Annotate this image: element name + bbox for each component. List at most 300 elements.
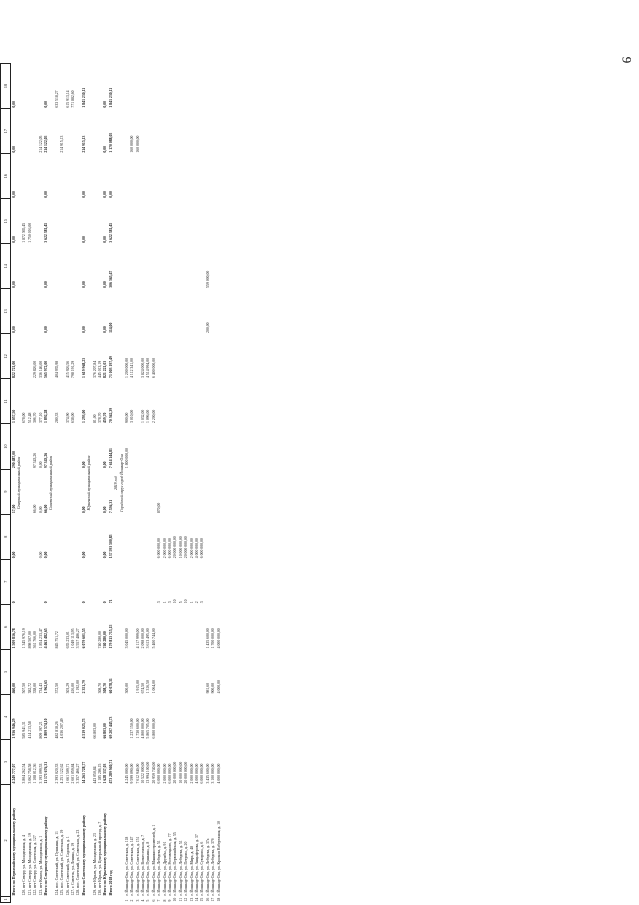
- value-cell: 674,50: [141, 682, 146, 694]
- value-cell: 6 000 000,00: [168, 538, 173, 559]
- value-cell: 338,00: [33, 682, 38, 694]
- value-cell: 1 185 286,15: [97, 763, 102, 784]
- value-cell: 0: [81, 601, 86, 604]
- value-cell: 3 045 000,00: [124, 628, 129, 649]
- value-cell: [216, 469, 221, 514]
- value-cell: 1 316,50: [146, 680, 151, 694]
- value-cell: 1 049 113,95: [70, 628, 75, 649]
- value-cell: 10 000 000,00: [178, 761, 183, 784]
- value-cell: 300,00: [124, 682, 129, 694]
- address-cell: г. Йошкар-Ола, ул. Советская, д. 118: [124, 836, 129, 896]
- address-cell: г. Йошкар-Ола, ул. Лебедева, д. 51: [157, 840, 162, 896]
- budget-table-sheet: [0, 63, 320, 903]
- value-cell: 0,00: [81, 281, 86, 288]
- value-cell: 306 365,47: [108, 270, 113, 288]
- address-cell: г. Йошкар-Ола, ул. Первомайская, д. 55: [173, 832, 178, 896]
- value-cell: 0,00: [103, 506, 108, 514]
- address-cell: Итого по Юрьевскому муниципальному району: [103, 812, 108, 896]
- value-cell: 376 207,84: [92, 360, 97, 378]
- value-cell: 0,00: [103, 191, 108, 198]
- value-cell: 585 941,31: [22, 721, 27, 739]
- value-cell: 1 962,65: [44, 680, 49, 694]
- value-cell: 0,00: [44, 100, 49, 108]
- value-cell: 0,00: [103, 100, 108, 108]
- value-cell: 0: [11, 601, 16, 604]
- value-cell: 0,00: [103, 281, 108, 288]
- value-cell: 374,90: [65, 412, 70, 423]
- value-cell: 2 000 000,00: [189, 763, 194, 784]
- value-cell: 1 293,00: [81, 409, 86, 423]
- value-cell: 4: [141, 899, 146, 902]
- value-cell: 3 010,00: [130, 409, 135, 423]
- value-cell: 734,43: [38, 682, 43, 694]
- value-cell: 5: [178, 601, 183, 604]
- value-cell: 0,00: [103, 326, 108, 333]
- value-cell: 559 000,00: [205, 270, 210, 288]
- value-cell: 214 122,05: [44, 135, 49, 153]
- value-cell: 11 171 676,31: [44, 761, 49, 784]
- value-cell: 0,00: [44, 281, 49, 288]
- value-cell: 0,00: [38, 506, 43, 514]
- value-cell: 12: [184, 897, 189, 902]
- value-cell: 71 003 197,49: [108, 356, 113, 378]
- value-cell: 0,00: [11, 281, 16, 288]
- value-cell: 229 826,00: [33, 360, 38, 378]
- value-cell: 214 122,05: [38, 135, 43, 153]
- address-cell: г. Йошкар-Ола, ул. Советская, д. 151: [135, 836, 140, 896]
- address-cell: г. Йошкар-Ола, ул. Суворова, д. 6: [200, 841, 205, 896]
- value-cell: 443 050,84: [92, 766, 97, 784]
- address-cell: г. Йошкар-Ола, ул. Вознесенская, д. 7: [141, 834, 146, 896]
- address-cell: г. Йошкар-Ола, ул. Лебедева, д. 37а: [205, 838, 210, 896]
- value-cell: [216, 379, 221, 424]
- value-cell: 1 032,00: [141, 409, 146, 423]
- value-cell: 6 400 000,00: [151, 358, 156, 378]
- address-cell: 129. пгт Юрьев, ул. Молодежная, д. 23: [92, 833, 97, 896]
- value-cell: 20 000 000,00: [173, 761, 178, 784]
- address-cell: г. Йошкар-Ола, ул. Мира, д. 48: [189, 846, 194, 896]
- value-cell: 0,00: [11, 191, 16, 198]
- section-heading: 2019 год: [114, 476, 119, 490]
- column-header: 10: [1, 424, 11, 469]
- value-cell: 5 400 744,00: [151, 628, 156, 649]
- value-cell: 6 000 000,00: [168, 763, 173, 784]
- value-cell: 1 200 000,00: [124, 358, 129, 378]
- value-cell: 1 345 976,19: [22, 628, 27, 649]
- value-cell: 308,70: [97, 682, 102, 694]
- value-cell: 4 117 999,00: [135, 628, 140, 649]
- value-cell: [216, 64, 221, 109]
- value-cell: 0,00: [11, 100, 16, 108]
- value-cell: 2 000 000,00: [162, 763, 167, 784]
- value-cell: 1 809 574,10: [44, 718, 49, 739]
- value-cell: 378,70: [97, 412, 102, 423]
- value-cell: 0,00: [11, 326, 16, 333]
- value-cell: 18: [216, 897, 221, 902]
- value-cell: 69 207 445,73: [108, 716, 113, 739]
- value-cell: 303,29: [65, 682, 70, 694]
- value-cell: 9 599 090,00: [130, 763, 135, 784]
- value-cell: 821 221,03: [103, 360, 108, 378]
- value-cell: 17: [211, 897, 216, 902]
- value-cell: 0,00: [81, 551, 86, 559]
- value-cell: 4 251 122,62: [60, 763, 65, 784]
- value-cell: 2 000 000,00: [162, 538, 167, 559]
- value-cell: 179 813 715,15: [108, 624, 113, 649]
- value-cell: [216, 199, 221, 244]
- value-cell: 1 057,50: [11, 409, 16, 423]
- value-cell: 1 509 816,78: [11, 628, 16, 649]
- address-cell: 126. пгт Советский, ул. Садовая, д. 1: [65, 836, 70, 896]
- value-cell: 2 351,79: [81, 680, 86, 694]
- value-cell: 17,00: [11, 504, 16, 514]
- value-cell: 290 487,00: [11, 450, 16, 469]
- value-cell: 10: [173, 599, 178, 604]
- value-cell: [216, 424, 221, 469]
- value-cell: 740 280,00: [97, 631, 102, 649]
- value-cell: 20 000 000,00: [184, 536, 189, 559]
- column-header: 15: [1, 199, 11, 244]
- page-number: 9: [618, 56, 634, 64]
- value-cell: 1 915,00: [135, 680, 140, 694]
- address-cell: г. Йошкар-Ола, ул. Лебедева, д. 51: [178, 840, 183, 896]
- column-header: 8: [1, 514, 11, 559]
- value-cell: 565 972,00: [44, 360, 49, 378]
- column-header: 3: [1, 739, 11, 784]
- value-cell: 2 393 020,33: [54, 763, 59, 784]
- value-cell: [216, 334, 221, 379]
- section-heading: Юрьевский муниципальный район: [87, 455, 92, 511]
- value-cell: 3 357 466,27: [76, 763, 81, 784]
- address-cell: г. Йошкар-Ола, ул. Дружбы, д. 91: [162, 841, 167, 896]
- value-cell: 1 700 000,00: [211, 628, 216, 649]
- value-cell: [216, 154, 221, 199]
- value-cell: 3 193 099,53: [38, 763, 43, 784]
- value-cell: 771 882,60: [70, 90, 75, 108]
- value-cell: 482 818,26: [54, 721, 59, 739]
- address-cell: г. Йошкар-Ола, ул. Пушкина, д. 8: [146, 841, 151, 896]
- value-cell: 898 507,00: [27, 631, 32, 649]
- value-cell: 638,00: [70, 412, 75, 423]
- value-cell: 3: [200, 601, 205, 604]
- value-cell: 3 062 758,58: [27, 763, 32, 784]
- value-cell: 200,00: [205, 322, 210, 333]
- value-cell: 66 803,00: [92, 723, 97, 739]
- address-cell: 128. пос. Советский, ул. Советская, д. 23: [76, 829, 81, 896]
- value-cell: 60 078,31: [108, 678, 113, 694]
- value-cell: 3: [168, 601, 173, 604]
- column-header: 7: [1, 559, 11, 604]
- value-cell: 20 000 000,00: [173, 536, 178, 559]
- value-cell: 0,00: [11, 236, 16, 243]
- value-cell: 280,33: [54, 412, 59, 423]
- value-cell: 14 263 728,77: [81, 761, 86, 784]
- value-cell: 0,00: [81, 506, 86, 514]
- value-cell: 66 803,00: [103, 723, 108, 739]
- value-cell: 460,00: [11, 682, 16, 694]
- value-cell: 1 192,00: [76, 680, 81, 694]
- value-cell: 981,60: [205, 682, 210, 694]
- column-header: 14: [1, 244, 11, 289]
- table-body: [11, 64, 222, 903]
- value-cell: 5 865 705,00: [146, 718, 151, 739]
- value-cell: 5: [146, 899, 151, 902]
- value-cell: 809 197,21: [38, 721, 43, 739]
- address-cell: Итого по Северному муниципальному району: [44, 816, 49, 896]
- address-cell: г. Йошкар-Ола, ул. Петрова, д. 20: [184, 841, 189, 896]
- address-cell: 124. пос. Советский, ул. Пушкина, д. 11: [54, 831, 59, 896]
- value-cell: [216, 559, 221, 604]
- value-cell: 1: [162, 601, 167, 604]
- section-heading: Городской округ город Йошкар-Ола: [119, 454, 124, 512]
- column-header-row: [1, 64, 11, 903]
- column-header: 1: [1, 897, 11, 903]
- value-cell: 160 000,00: [130, 135, 135, 153]
- column-header: 2: [1, 785, 11, 897]
- value-cell: 15: [200, 897, 205, 902]
- value-cell: 97 343,26: [44, 452, 49, 469]
- value-cell: 473 289 940,71: [108, 759, 113, 784]
- value-cell: 1 170 088,05: [108, 132, 113, 153]
- value-cell: 0,00: [38, 461, 43, 469]
- value-cell: 4 800 000,00: [141, 718, 146, 739]
- value-cell: 900,00: [124, 412, 129, 423]
- value-cell: 0,00: [11, 551, 16, 559]
- value-cell: 0,00: [81, 236, 86, 243]
- column-header: 12: [1, 334, 11, 379]
- value-cell: 0,00: [103, 551, 108, 559]
- value-cell: [216, 109, 221, 154]
- value-cell: 3 622 381,45: [108, 222, 113, 243]
- value-cell: 10: [184, 599, 189, 604]
- value-cell: 1 750 016,00: [27, 222, 32, 243]
- value-cell: 6: [151, 899, 156, 902]
- value-cell: 1 108 012,36: [33, 763, 38, 784]
- value-cell: 9: [168, 899, 173, 902]
- value-cell: 870,00: [157, 502, 162, 514]
- value-cell: 13: [189, 897, 194, 902]
- value-cell: 0,00: [103, 236, 108, 243]
- value-cell: 11: [178, 897, 183, 902]
- value-cell: 1 800 000,00: [124, 448, 129, 469]
- column-header: 16: [1, 154, 11, 199]
- address-cell: 130. пгт Юрьев, ул. Центральный проезд, д. 7: [97, 821, 102, 896]
- value-cell: 0: [103, 601, 108, 604]
- value-cell: 0,00: [108, 191, 113, 198]
- value-cell: 10 522 000,00: [141, 761, 146, 784]
- value-cell: 1 730 600,00: [135, 718, 140, 739]
- table-row: [216, 64, 221, 903]
- column-header: 13: [1, 289, 11, 334]
- value-cell: 81,00: [92, 414, 97, 423]
- value-cell: 4 249 777,07: [11, 763, 16, 784]
- value-cell: 615 913,14: [65, 90, 70, 108]
- value-cell: 160 000,00: [135, 135, 140, 153]
- value-cell: 4 000 000,00: [216, 628, 221, 649]
- value-cell: 2 200,00: [151, 409, 156, 423]
- value-cell: 10: [173, 897, 178, 902]
- value-cell: 0,00: [38, 551, 43, 559]
- value-cell: 137 593 500,85: [108, 534, 113, 559]
- value-cell: 2: [194, 601, 199, 604]
- value-cell: 0: [44, 601, 49, 604]
- value-cell: 7 614 144,81: [108, 448, 113, 469]
- value-cell: 10 000 000,00: [178, 536, 183, 559]
- address-cell: 120. пгт Северу, ул. Молодежная, д. 4: [22, 835, 27, 896]
- value-cell: 13 994 100,00: [146, 761, 151, 784]
- value-cell: 214 915,13: [81, 135, 86, 153]
- address-cell: 122. пгт Северу, ул. Советская, д. 127: [33, 835, 38, 896]
- address-cell: г. Йошкар-Ола, ул. Машиностроителей, д. 1: [151, 824, 156, 896]
- value-cell: 3: [135, 899, 140, 902]
- value-cell: 459,70: [103, 412, 108, 423]
- address-cell: 127. г. Советск, ул. Ленина, д. 19: [70, 842, 75, 896]
- value-cell: 1: [189, 601, 194, 604]
- value-cell: 382,72: [27, 682, 32, 694]
- address-cell: г. Йошкар-Ола, ул. Анцыферова, д. 37: [194, 834, 199, 896]
- value-cell: 900,00: [211, 682, 216, 694]
- value-cell: 1 841 230,11: [81, 87, 86, 108]
- value-cell: 361 766,00: [33, 631, 38, 649]
- value-cell: 1 237 150,00: [130, 718, 135, 739]
- value-cell: 845 751,72: [54, 631, 59, 649]
- value-cell: 0,00: [11, 145, 16, 153]
- address-cell: Итого по Первомайскому муниципальному району: [11, 807, 16, 896]
- value-cell: 1: [124, 899, 129, 902]
- value-cell: 414 213,58: [27, 721, 32, 739]
- value-cell: 1 096,00: [146, 409, 151, 423]
- value-cell: 1 619 968,23: [81, 358, 86, 378]
- value-cell: 1 064,00: [151, 680, 156, 694]
- value-cell: 2 000 000,00: [189, 538, 194, 559]
- value-cell: 635 233,01: [65, 631, 70, 649]
- value-cell: 2 098 000,00: [141, 628, 146, 649]
- value-cell: 6 000 000,00: [157, 538, 162, 559]
- value-cell: 1 841 230,11: [108, 87, 113, 108]
- value-cell: 14: [194, 897, 199, 902]
- value-cell: 20 959 740,00: [151, 761, 156, 784]
- budget-table: [0, 63, 221, 903]
- value-cell: 7 612 940,00: [135, 763, 140, 784]
- value-cell: 0,00: [44, 326, 49, 333]
- value-cell: 6 000 000,00: [200, 763, 205, 784]
- value-cell: 6 079 601,55: [81, 628, 86, 649]
- value-cell: 512,48: [27, 412, 32, 423]
- value-cell: 4 000 000,00: [216, 763, 221, 784]
- address-cell: г. Йошкар-Ола, ул. Ростовецкого, д. 77: [168, 833, 173, 896]
- column-header: 6: [1, 604, 11, 649]
- address-cell: г. Йошкар-Ола, ул. Лебедева, д. 37б: [211, 838, 216, 896]
- value-cell: 372,50: [54, 682, 59, 694]
- value-cell: 306,70: [33, 412, 38, 423]
- value-cell: 1 628 337,03: [103, 763, 108, 784]
- value-cell: 0,00: [103, 145, 108, 153]
- value-cell: 0,00: [103, 461, 108, 469]
- value-cell: 4 000 000,00: [194, 538, 199, 559]
- value-cell: 336 146,00: [38, 360, 43, 378]
- value-cell: 4 112 341,00: [130, 358, 135, 378]
- value-cell: 678,00: [22, 412, 27, 423]
- value-cell: 822 721,00: [11, 360, 16, 378]
- value-cell: 3 557 486,27: [76, 628, 81, 649]
- value-cell: [216, 514, 221, 559]
- value-cell: 445 013,19: [97, 360, 102, 378]
- value-cell: 71: [108, 599, 113, 604]
- address-cell: 125. пос. Советский, ул. Советская, д. 19: [60, 829, 65, 896]
- value-cell: 3: [157, 601, 162, 604]
- value-cell: 3 613 495,00: [146, 628, 151, 649]
- column-header: 4: [1, 694, 11, 739]
- value-cell: 4 000,00: [216, 680, 221, 694]
- value-cell: 1 892,28: [44, 409, 49, 423]
- value-cell: 1 936 946,29: [11, 718, 16, 739]
- value-cell: 415 926,56: [65, 360, 70, 378]
- value-cell: 16: [205, 897, 210, 902]
- column-header: 18: [1, 64, 11, 109]
- address-cell: г. Йошкар-Ола, ул. Красная Набережная, д. 10: [216, 821, 221, 896]
- value-cell: 1 661 509,71: [65, 763, 70, 784]
- value-cell: 6 000 000,00: [200, 538, 205, 559]
- value-cell: 377,10: [38, 412, 43, 423]
- value-cell: 8: [162, 899, 167, 902]
- address-cell: 123. пгт Кеном, ул. Молодежная, д. 1: [38, 835, 43, 896]
- value-cell: 308,70: [103, 682, 108, 694]
- column-header: 11: [1, 379, 11, 424]
- address-cell: 121. пгт Северу, ул. Молодежная, д. 19: [27, 833, 32, 896]
- value-cell: 3 804 262,54: [22, 763, 27, 784]
- value-cell: 6 800 000,00: [151, 718, 156, 739]
- value-cell: [216, 694, 221, 739]
- section-heading: Северный муниципальный район: [17, 456, 22, 510]
- value-cell: 66,00: [33, 504, 38, 514]
- section-heading: Советский муниципальный район: [49, 455, 54, 511]
- value-cell: 97 343,26: [33, 452, 38, 469]
- value-cell: 3 622 381,45: [44, 222, 49, 243]
- value-cell: 0,00: [44, 551, 49, 559]
- value-cell: 4 514 994,00: [146, 358, 151, 378]
- column-header: 9: [1, 469, 11, 514]
- value-cell: 4 245 000,00: [124, 763, 129, 784]
- address-cell: Итого 2018 год: [108, 870, 113, 896]
- value-cell: 507,50: [22, 682, 27, 694]
- value-cell: [216, 244, 221, 289]
- address-cell: г. Йошкар-Ола, ул. Советская, д. 147: [130, 836, 135, 896]
- value-cell: 20 000 000,00: [184, 761, 189, 784]
- value-cell: 3 435 600,00: [205, 763, 210, 784]
- value-cell: 66,00: [44, 504, 49, 514]
- column-header: 5: [1, 649, 11, 694]
- value-cell: [216, 289, 221, 334]
- column-header: 17: [1, 109, 11, 154]
- value-cell: 0,00: [81, 326, 86, 333]
- value-cell: 3 824 000,00: [141, 358, 146, 378]
- value-cell: 0,00: [44, 191, 49, 198]
- value-cell: 1 435 600,00: [205, 628, 210, 649]
- value-cell: 6 000 000,00: [157, 763, 162, 784]
- value-cell: 0,00: [81, 461, 86, 469]
- address-cell: Итого по Советскому муниципальному району: [81, 814, 86, 896]
- value-cell: 404 935,98: [54, 360, 59, 378]
- value-cell: 4 000 000,00: [194, 763, 199, 784]
- value-cell: 7 536,31: [108, 499, 113, 514]
- value-cell: 114,00: [108, 322, 113, 333]
- value-cell: 416,00: [70, 682, 75, 694]
- value-cell: 740 280,00: [103, 631, 108, 649]
- value-cell: 1 854 233,47: [38, 628, 43, 649]
- value-cell: 4 463 482,65: [44, 628, 49, 649]
- value-cell: 70 362,39: [108, 407, 113, 423]
- value-cell: 2: [130, 899, 135, 902]
